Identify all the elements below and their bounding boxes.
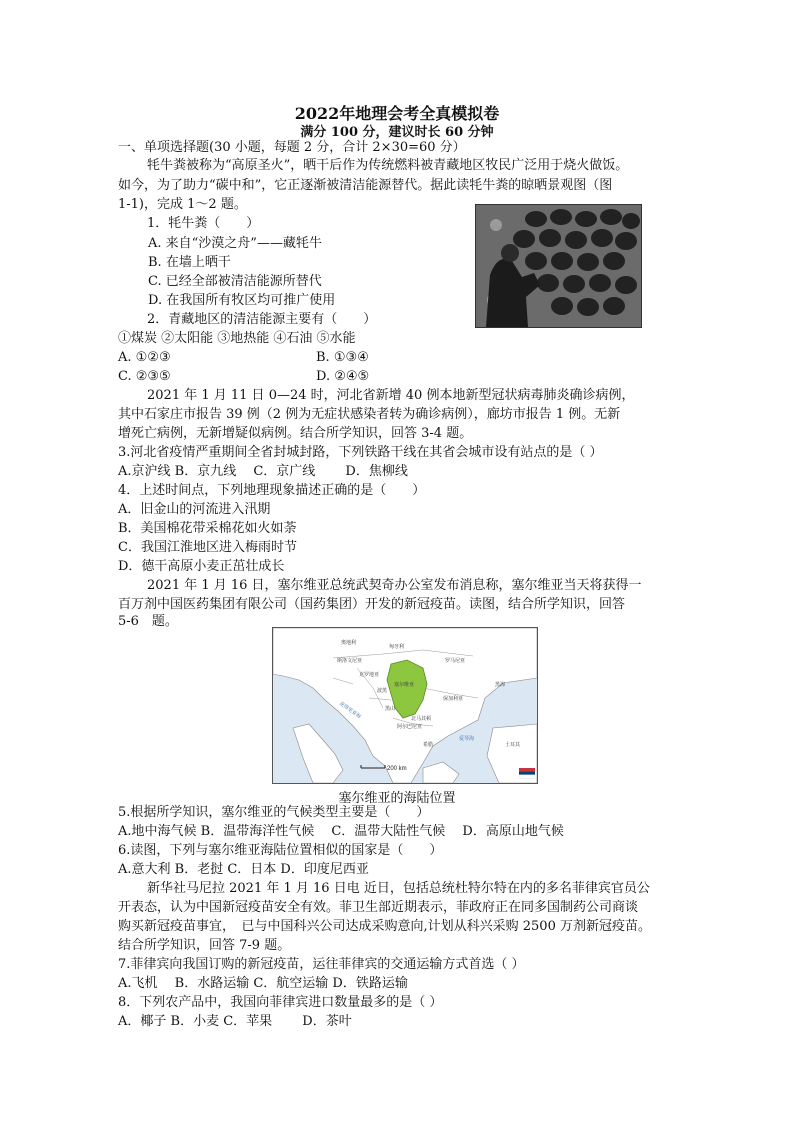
passage-line: 2021 年 1 月 11 日 0—24 时，河北省新增 40 例本地新型冠状病毒肺炎确诊病例，	[147, 388, 635, 403]
question-3-options: A.京沪线 B．京九线 C．京广线 D．焦柳线	[118, 464, 408, 479]
question-2-option-b: B. ①③④	[316, 350, 369, 365]
serbia-flag-icon	[519, 768, 535, 778]
question-2-option-a: A. ①②③	[118, 350, 171, 365]
map-label: 罗马尼亚	[445, 658, 466, 664]
photo-illustration	[476, 205, 641, 327]
passage-line: 牦牛粪被称为“高原圣火”，晒干后作为传统燃料被青藏地区牧民广泛用于烧火做饭。	[147, 158, 629, 173]
passage-line: 增死亡病例，无新增疑似病例。结合所学知识，回答 3-4 题。	[118, 426, 473, 441]
question-2-items: ①煤炭 ②太阳能 ③地热能 ④石油 ⑤水能	[118, 331, 356, 346]
passage-line: 新华社马尼拉 2021 年 1 月 16 日电 近日，包括总统杜特尔特在内的多名菲律宾官员公	[147, 881, 650, 896]
section-heading: 一、单项选择题(30 小题，每题 2 分，合计 2×30=60 分）	[118, 140, 466, 155]
map-label: 黑山	[385, 706, 396, 712]
map-label: 塞尔维亚	[394, 682, 415, 688]
scale-label: 200 km	[387, 766, 407, 772]
question-3-stem: 3.河北省疫情严重期间全省封城封路，下列铁路干线在其省会城市设有站点的是（ ）	[118, 445, 603, 460]
question-8-stem: 8．下列农产品中，我国向菲律宾进口数量最多的是（ ）	[118, 995, 443, 1010]
question-4-stem: 4．上述时间点，下列地理现象描述正确的是（ ）	[118, 483, 426, 498]
question-4-option: A．旧金山的河流进入汛期	[118, 502, 271, 517]
map-label: 阿尔巴尼亚	[397, 724, 423, 730]
question-5-options: A.地中海气候 B．温带海洋性气候 C．温带大陆性气候 D．高原山地气候	[118, 824, 564, 839]
passage-line: 购买新冠疫苗事宜， 已与中国科兴公司达成采购意向,计划从科兴采购 2500 万剂新冠疫苗。	[118, 919, 651, 934]
passage-line: 结合所学知识，回答 7-9 题。	[118, 938, 291, 953]
question-8-options: A．椰子 B．小麦 C．苹果 D．茶叶	[118, 1014, 352, 1029]
map-label: 保加利亚	[443, 696, 464, 702]
question-4-option: C．我国江淮地区进入梅雨时节	[118, 540, 297, 555]
page-title: 2022年地理会考全真模拟卷	[294, 104, 500, 123]
map-caption: 塞尔维亚的海陆位置	[338, 791, 456, 806]
map-label: 斯洛文尼亚	[337, 658, 363, 664]
map-illustration	[273, 628, 537, 783]
question-1-option: D. 在我国所有牧区均可推广使用	[148, 293, 336, 308]
map-label: 黑海	[495, 682, 506, 688]
question-4-option: D．德干高原小麦正茁壮成长	[118, 559, 285, 574]
map-label: 亚得里亚海	[337, 700, 362, 720]
passage-line: 百万剂中国医药集团有限公司（国药集团）开发的新冠疫苗。读图，结合所学知识，回答	[118, 597, 626, 612]
question-5-stem: 5.根据所学知识，塞尔维亚的气候类型主要是（ ）	[118, 805, 430, 820]
passage-line: 开表态，认为中国新冠疫苗安全有效。菲卫生部近期表示，菲政府正在同多国制药公司商谈	[118, 900, 639, 915]
passage-line: 5-6 题。	[118, 614, 178, 629]
map-label: 波黑	[377, 688, 388, 694]
question-1-option: A. 来自“沙漠之舟”——藏牦牛	[148, 236, 322, 251]
map-label: 希腊	[423, 742, 434, 748]
question-1-option: C. 已经全部被清洁能源所替代	[148, 274, 322, 289]
passage-line: 其中石家庄市报告 39 例（2 例为无症状感染者转为确诊病例），廊坊市报告 1 例。无新	[118, 407, 621, 422]
map-label: 奥地利	[341, 640, 357, 646]
map-label: 匈牙利	[389, 644, 405, 650]
question-7-options: A.飞机 B．水路运输 C．航空运输 D．铁路运输	[118, 976, 408, 991]
passage-line: 1-1)，完成 1～2 题。	[118, 197, 247, 212]
question-1-stem: 1．牦牛粪（ ）	[147, 216, 260, 231]
question-2-option-d: D. ②④⑤	[316, 369, 370, 384]
map-label: 克罗地亚	[359, 672, 380, 678]
question-2-option-c: C. ②③⑤	[118, 369, 171, 384]
yak-dung-photo	[475, 204, 642, 328]
question-7-stem: 7.菲律宾向我国订购的新冠疫苗，运往菲律宾的交通运输方式首选（ ）	[118, 957, 525, 972]
page-subtitle: 满分 100 分，建议时长 60 分钟	[300, 125, 494, 140]
question-4-option: B．美国棉花带采棉花如火如荼	[118, 521, 297, 536]
question-6-stem: 6.读图，下列与塞尔维亚海陆位置相似的国家是（ ）	[118, 843, 443, 858]
map-label: 北马其顿	[411, 716, 432, 722]
question-2-stem: 2．青藏地区的清洁能源主要有（ ）	[147, 312, 377, 327]
map-label: 土耳其	[505, 742, 521, 748]
passage-line: 2021 年 1 月 16 日，塞尔维亚总统武契奇办公室发布消息称，塞尔维亚当天将获得一	[147, 578, 642, 593]
map-label: 爱琴海	[459, 736, 475, 742]
question-1-option: B. 在墙上晒干	[148, 255, 231, 270]
question-6-options: A.意大利 B．老挝 C．日本 D．印度尼西亚	[118, 862, 369, 877]
passage-line: 如今，为了助力“碳中和”，它正逐渐被清洁能源替代。据此读牦牛粪的晾晒景观图（图	[118, 178, 613, 193]
serbia-map	[272, 627, 538, 784]
